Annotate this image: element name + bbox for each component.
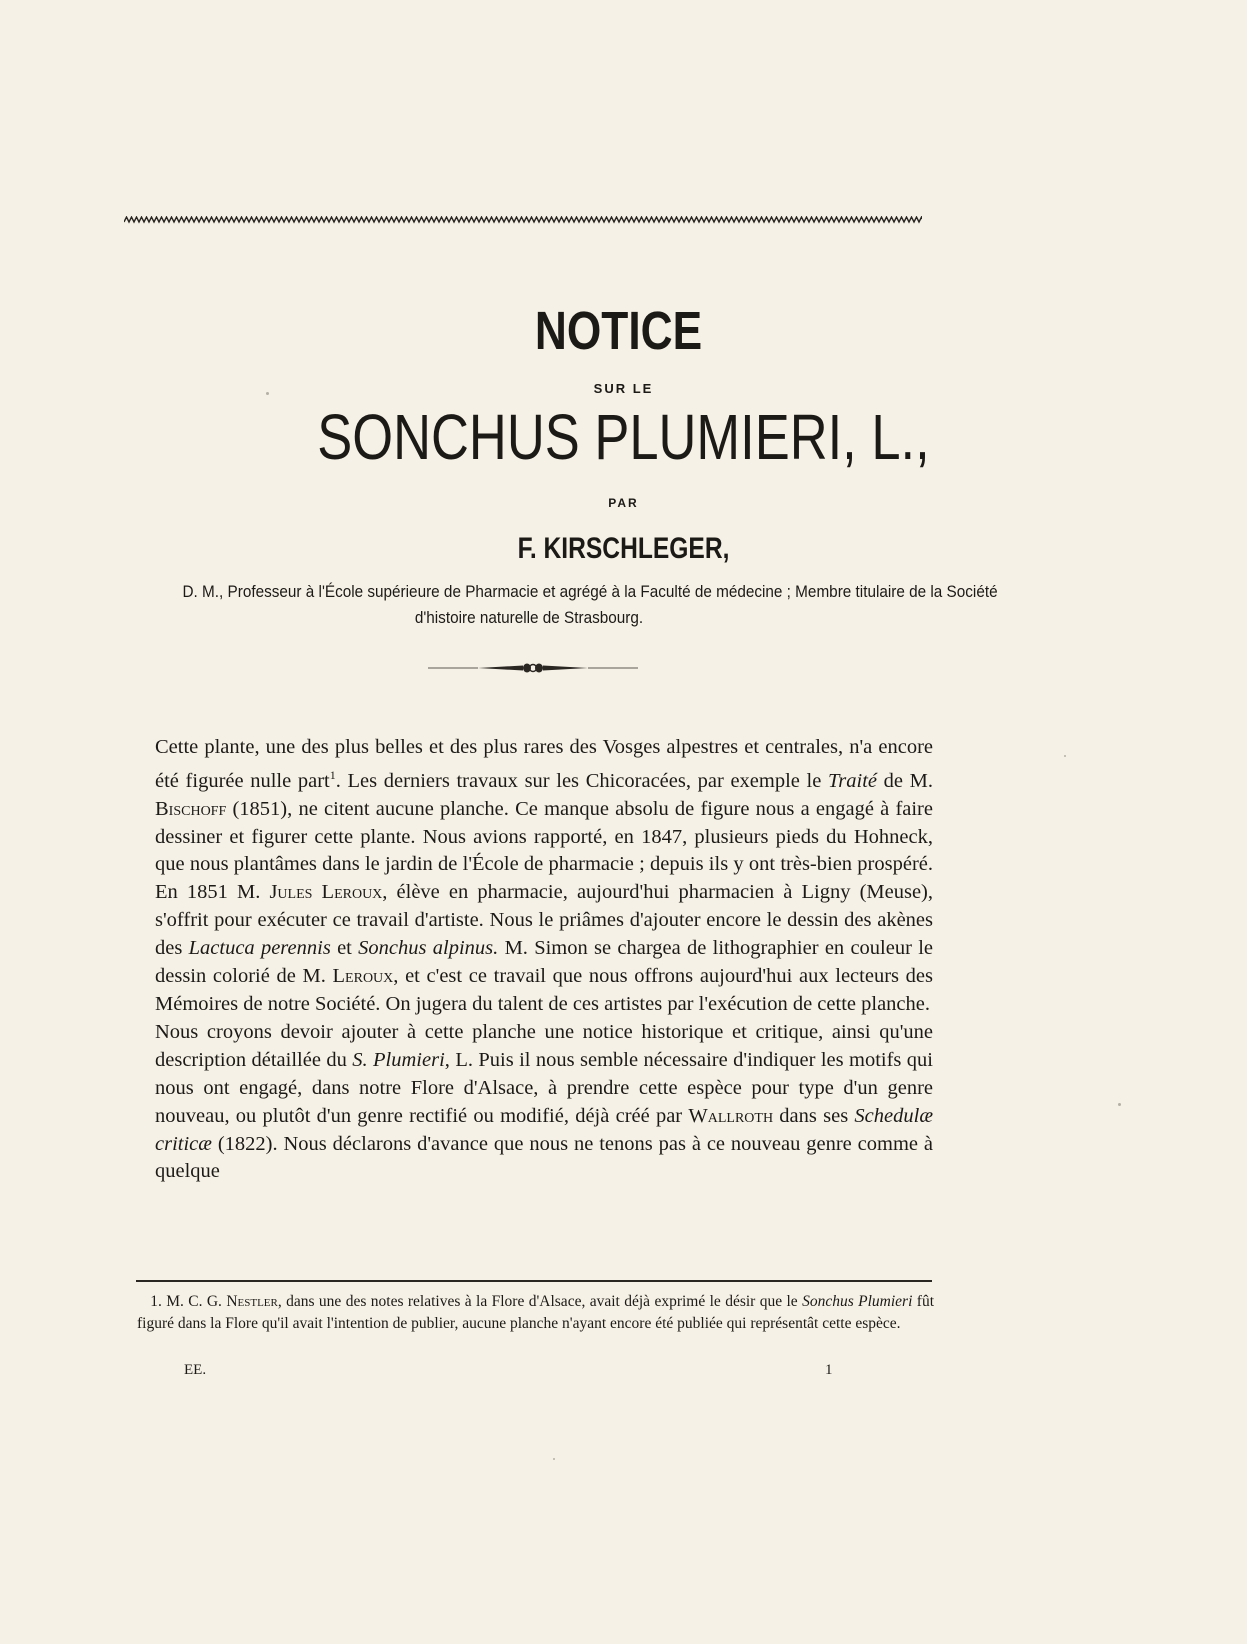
credentials-line-1: D. M., Professeur à l'École supérieure de Pharmacie et agrégé à la Faculté de médecine ; Membre titulaire de la Société — [182, 582, 998, 601]
page-title: NOTICE — [534, 301, 703, 361]
footnote: 1. M. C. G. Nestler, dans une des notes relatives à la Flore d'Alsace, avait déjà exprimé le désir que le Sonchus Plumieri fût figuré dans la Flore qu'il avait l'intention de publier, aucune planche n'ayant encore été publiée qui représentât cette espèce. — [137, 1293, 935, 1332]
author-credentials — [144, 579, 998, 631]
body-text — [155, 734, 933, 1186]
signature-mark: EE. — [184, 1362, 207, 1378]
footnote-separator — [136, 1280, 932, 1282]
top-ornament-rule — [124, 216, 922, 224]
page-number: 1 — [825, 1362, 833, 1378]
by-label: PAR — [608, 496, 639, 510]
paragraph-1: Cette plante, une des plus belles et des plus rares des Vosges alpestres et centrales, n'a encore été figurée nulle part$^1$. Les derniers travaux sur les Chicoracées, par exemple le Traité de M. Bischoff (1851), ne citent aucune planche. Ce manque absolu de figure nous a engagé à faire dessiner et figurer cette plante. Nous avions rapporté, en 1847, plusieurs pieds du Hohneck, que nous plantâmes dans le jardin de l'École de pharmacie ; depuis ils y ont très-bien prospéré. En 1851 M. Jules Leroux, élève en pharmacie, aujourd'hui pharmacien à Ligny (Meuse), s'offrit pour exécuter ce travail d'artiste. Nous le priâmes d'ajouter encore le dessin des akènes des Lactuca perennis et Sonchus alpinus. M. Simon se chargea de lithographier en couleur le dessin colorié de M. Leroux, et c'est ce travail que nous offrons aujourd'hui aux lecteurs des Mémoires de notre Société. On jugera du talent de ces artistes par l'exécution de cette planche. — [155, 736, 934, 1015]
subject-title: SONCHUS PLUMIERI, L., — [317, 401, 930, 473]
divider-ornament — [428, 662, 638, 674]
subtitle-connector: SUR LE — [593, 381, 654, 396]
credentials-line-2: d'histoire naturelle de Strasbourg. — [414, 608, 644, 627]
footnote-reference: 1 — [329, 767, 336, 782]
paragraph-2: Nous croyons devoir ajouter à cette planche une notice historique et critique, ainsi qu'une description détaillée du S. Plumieri, L. Puis il nous semble nécessaire d'indiquer les motifs qui nous ont engagé, dans notre Flore d'Alsace, à prendre cette espèce pour type d'un genre nouveau, ou plutôt d'un genre rectifié ou modifié, déjà créé par Wallroth dans ses Schedulæ criticæ (1822). Nous déclarons d'avance que nous ne tenons pas à ce nouveau genre comme à quelque — [155, 1020, 933, 1183]
author-name: F. KIRSCHLEGER, — [517, 532, 730, 565]
